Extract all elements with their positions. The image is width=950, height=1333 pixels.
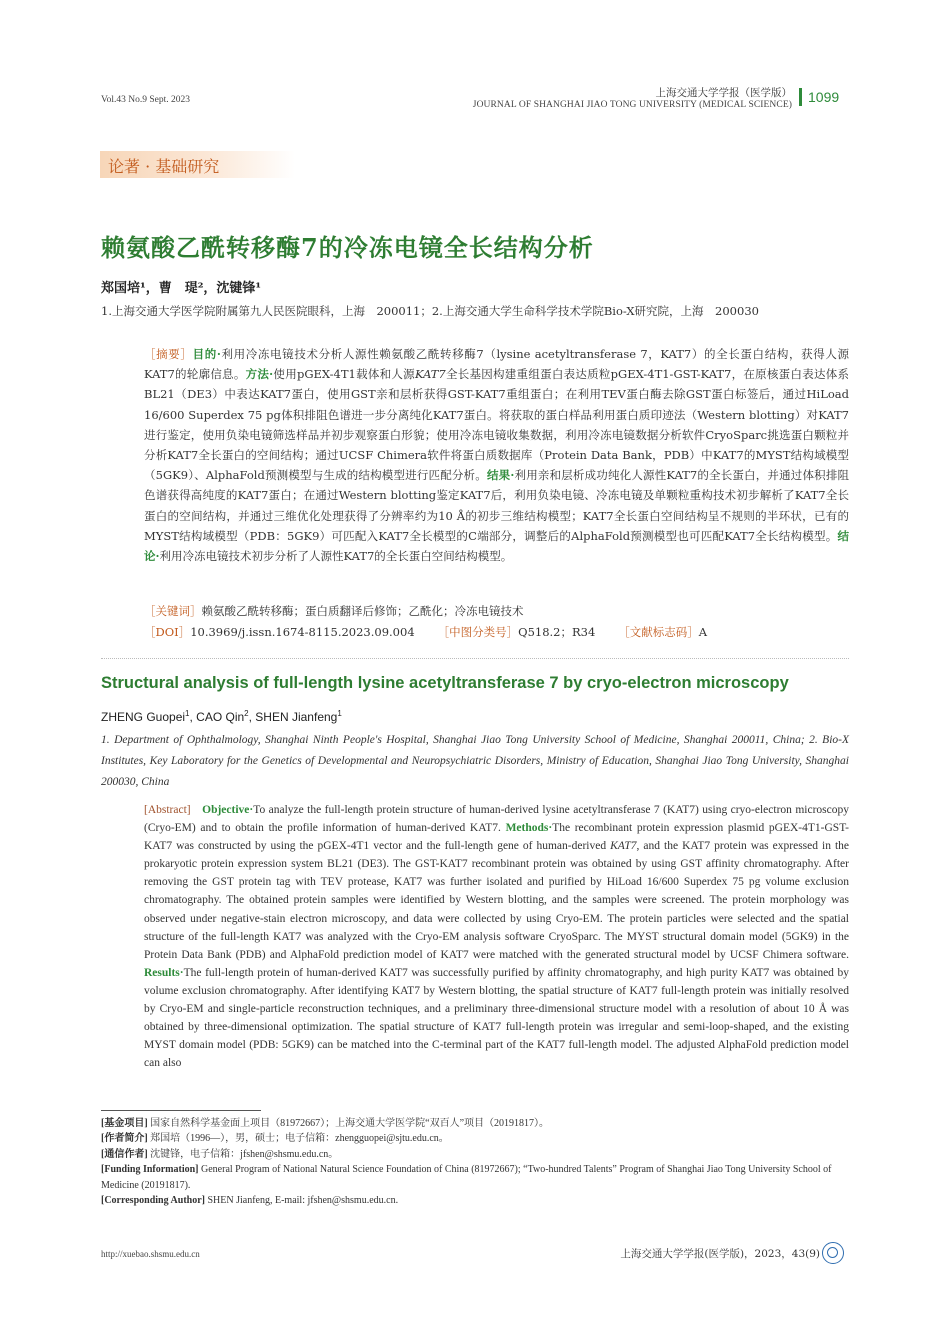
objective-en-text: To analyze the full-length protein structure of human-derived lysine acetyltransferase 7 (KAT7) using cryo-electron microscopy (Cryo-EM) and to obtain the profile information of human-derived KAT7. bbox=[144, 804, 849, 835]
footnote-rule bbox=[101, 1110, 261, 1111]
article-title: 赖氨酸乙酰转移酶7的冷冻电镜全长结构分析 bbox=[101, 233, 594, 262]
abstract-cn: ［摘要］目的·利用冷冻电镜技术分析人源性赖氨酸乙酰转移酶7（lysine acetyltransferase 7，KAT7）的全长蛋白结构，获得人源KAT7的轮廓信息。方法·使用pGEX-4T1载体和人源KAT7全长基因构建重组蛋白表达质粒pGEX-4T1-GST-KAT7，在原核蛋白表达体系BL21（DE3）中表达KAT7蛋白，使用GST亲和层析获得GST-KAT7重组蛋白；在利用TEV蛋白酶去除GST蛋白标签后，通过HiLoad 16/600 Superdex 75 pg体积排阻色谱进一步分离纯化KAT7蛋白。将获取的蛋白样品利用蛋白质印迹法（Western blotting）对KAT7进行鉴定，使用负染电镜筛选样品并初步观察蛋白形貌；使用冷冻电镜收集数据，利用冷冻电镜数据分析软件CryoSparc挑选蛋白颗粒并分析KAT7全长蛋白的空间结构；通过UCSF Chimera软件将蛋白质数据库（Protein Data Bank，PDB）中KAT7的MYST结构域模型（5GK9）、AlphaFold预测模型与生成的结构模型进行匹配分析。结果·利用亲和层析成功纯化人源性KAT7的全长蛋白，并通过体积排阻色谱获得高纯度的KAT7蛋白；在通过Western blotting鉴定KAT7后，利用负染电镜、冷冻电镜及单颗粒重构技术初步解析了KAT7全长蛋白的空间结构，并通过三维优化处理获得了分辨率约为10 Å的初步三维结构模型；KAT7全长蛋白空间结构呈不规则的半环状，已有的MYST结构域模型（PDB：5GK9）可匹配入KAT7全长模型的C端部分，调整后的AlphaFold预测模型也可匹配KAT7全长结构模型。结论·利用冷冻电镜技术初步分析了人源性KAT7的全长蛋白空间结构模型。 bbox=[144, 347, 850, 564]
volume-info: Vol.43 No.9 Sept. 2023 bbox=[101, 95, 191, 105]
doccode-value: A bbox=[698, 625, 708, 639]
conclusion-text: 利用冷冻电镜技术初步分析了人源性KAT7的全长蛋白空间结构模型。 bbox=[159, 549, 513, 564]
affiliations: 1.上海交通大学医学院附属第九人民医院眼科，上海 200011；2.上海交通大学生命科学技术学院Bio-X研究院，上海 200030 bbox=[101, 304, 759, 318]
methods-label: 方法 bbox=[245, 367, 270, 382]
results-en-label: Results bbox=[144, 966, 180, 979]
fund-note-en: [Funding Information] General Program of National Natural Science Foundation of China (81972667); “Two-hundred Talents” Program of Shanghai Jiao Tong University School of Medicine (20191817). bbox=[101, 1164, 832, 1191]
clc-value: Q518.2；R34 bbox=[518, 625, 596, 639]
objective-en-label: Objective bbox=[202, 804, 250, 816]
footnotes bbox=[101, 1116, 849, 1208]
affiliations-en: 1. Department of Ophthalmology, Shanghai Ninth People's Hospital, Shanghai Jiao Tong University School of Medicine, Shanghai 200011, China; 2. Bio-X Institutes, Key Laboratory for the Genetics of Developmental and Neuropsychiatric Disorders, Ministry of Education, Shanghai Jiao Tong University, Shanghai 200030, China bbox=[101, 734, 849, 788]
footer-journal: 上海交通大学学报(医学版)，2023，43(9) bbox=[620, 1248, 820, 1260]
authors-en: ZHENG Guopei$^1$, CAO Qin$^2$, SHEN Jianfeng$^1$ bbox=[101, 709, 342, 724]
page-number: 1099 bbox=[808, 89, 840, 105]
methods-en-text-cont: , and the KAT7 protein was expressed in the prokaryotic protein expression system BL21 (DE3). The GST-KAT7 recombinant protein was obtained by using GST affinity chromatography. After removing the GST protein tag with TEV protease, KAT7 was further isolated and purified by HiLoad 16/600 Superdex 75 pg volume exclusion chromatography. The obtained protein samples were identified by Western blotting, and the samples were screened. The protein morphology was observed under negative-stain electron microscopy, and data were collected by using Cryo-EM. The protein particles were selected and the spatial structure of the full-length KAT7 was analyzed with the Cryo-EM analysis software CryoSparc. The MYST structural domain model (5GK9) in the Protein Data Bank (PDB) and AlphaFold prediction model of KAT7 were matched with the generated structural model by UCSF Chimera software. bbox=[144, 840, 849, 961]
abstract-en: [Abstract] Objective·To analyze the full-length protein structure of human-derived lysine acetyltransferase 7 (KAT7) using cryo-electron microscopy (Cryo-EM) and to obtain the profile information of human-derived KAT7. Methods·The recombinant protein expression plasmid pGEX-4T1-GST-KAT7 was constructed by using the pGEX-4T1 vector and the full-length gene of human-derived KAT7, and the KAT7 protein was expressed in the prokaryotic protein expression system BL21 (DE3). The GST-KAT7 recombinant protein was obtained by using GST affinity chromatography. After removing the GST protein tag with TEV protease, KAT7 was further isolated and purified by HiLoad 16/600 Superdex 75 pg volume exclusion chromatography. The obtained protein samples were identified by Western blotting, and the samples were screened. The protein morphology was observed under negative-stain electron microscopy, and data were collected by using Cryo-EM. The protein particles were selected and the spatial structure of the full-length KAT7 was analyzed with the Cryo-EM analysis software CryoSparc. The MYST structural domain model (5GK9) in the Protein Data Bank (PDB) and AlphaFold prediction model of KAT7 were matched with the generated structural model by UCSF Chimera software. Results·The full-length protein of human-derived KAT7 was successfully purified by affinity chromatography, and high purity KAT7 was obtained by volume exclusion chromatography. After identifying KAT7 by Western blotting, the spatial structure of KAT7 full-length protein was initially resolved by Cryo-EM and single-particle reconstruction techniques, and a preliminary three-dimensional structure model with a resolution of about 10 Å was obtained by three-dimensional optimization. The spatial structure of KAT7 full-length protein was irregular and semi-loop-shaped, and the existing MYST domain model (PDB: 5GK9) can be matched into the C-terminal part of the KAT7 full-length model. The adjusted AlphaFold prediction model can also bbox=[144, 804, 849, 1070]
header-divider bbox=[799, 88, 802, 106]
doi-value[interactable]: 10.3969/j.issn.1674-8115.2023.09.004 bbox=[190, 625, 415, 639]
author-note: [作者简介] 郑国培（1996—），男，硕士；电子信箱：zhengguopei@sjtu.edu.cn。 bbox=[101, 1133, 449, 1145]
abstract-en-label: [Abstract] bbox=[144, 804, 191, 816]
journal-name-cn: 上海交通大学学报（医学版） bbox=[655, 87, 792, 99]
divider bbox=[101, 658, 849, 659]
corresponding-note-en: [Corresponding Author] SHEN Jianfeng, E-mail: jfshen@shsmu.edu.cn. bbox=[101, 1195, 399, 1207]
doi-line bbox=[144, 622, 849, 642]
objective-label: 目的 bbox=[192, 347, 217, 361]
journal-logo-icon bbox=[822, 1242, 844, 1264]
conclusion-label: 结论 bbox=[144, 528, 849, 564]
keywords-text: 赖氨酸乙酰转移酶；蛋白质翻译后修饰；乙酰化；冷冻电镜技术 bbox=[201, 604, 524, 618]
fund-note: [基金项目] 国家自然科学基金面上项目（81972667）；上海交通大学医学院“双百人”项目（20191817）。 bbox=[101, 1118, 550, 1129]
doi-label: ［DOI］ bbox=[144, 625, 191, 639]
gene-name: KAT7 bbox=[414, 367, 446, 382]
article-title-en: Structural analysis of full-length lysine acetyltransferase 7 by cryo-electron microscopy bbox=[101, 674, 789, 692]
keywords-label: ［关键词］ bbox=[144, 604, 202, 618]
objective-text: 利用冷冻电镜技术分析人源性赖氨酸乙酰转移酶7（lysine acetyltransferase 7，KAT7）的全长蛋白结构，获得人源KAT7的轮廓信息。 bbox=[144, 347, 850, 382]
clc-label: ［中图分类号］ bbox=[437, 625, 519, 639]
methods-en-text: The recombinant protein expression plasmid pGEX-4T1-GST-KAT7 was constructed by using the pGEX-4T1 vector and the full-length gene of human-derived bbox=[144, 822, 849, 853]
journal-name-en: JOURNAL OF SHANGHAI JIAO TONG UNIVERSITY (MEDICAL SCIENCE) bbox=[472, 100, 792, 110]
doccode-label: ［文献标志码］ bbox=[618, 625, 699, 639]
results-en-text: The full-length protein of human-derived KAT7 was successfully purified by affinity chromatography, and high purity KAT7 was obtained by volume exclusion chromatography. After identifying KAT7 by Western blotting, the spatial structure of KAT7 full-length protein was initially resolved by Cryo-EM and single-particle reconstruction techniques, and a preliminary three-dimensional structure model with a resolution of about 10 Å was obtained by three-dimensional optimization. The spatial structure of KAT7 full-length protein was irregular and semi-loop-shaped, and the existing MYST domain model (PDB: 5GK9) can be matched into the C-terminal part of the KAT7 full-length model. The adjusted AlphaFold prediction model can also bbox=[144, 966, 849, 1070]
methods-en-label: Methods bbox=[505, 822, 549, 835]
footer-url[interactable]: http://xuebao.shsmu.edu.cn bbox=[101, 1249, 200, 1259]
gene-name-en: KAT7 bbox=[610, 840, 637, 853]
authors: 郑国培¹，曹 瑅²，沈键锋¹ bbox=[101, 281, 262, 296]
keywords-cn bbox=[144, 601, 849, 621]
methods-text: 使用pGEX-4T1载体和人源 bbox=[273, 367, 415, 382]
methods-text-cont: 全长基因构建重组蛋白表达质粒pGEX-4T1-GST-KAT7，在原核蛋白表达体系BL21（DE3）中表达KAT7蛋白，使用GST亲和层析获得GST-KAT7重组蛋白；在利用TEV蛋白酶去除GST蛋白标签后，通过HiLoad 16/600 Superdex 75 pg体积排阻色谱进一步分离纯化KAT7蛋白。将获取的蛋白样品利用蛋白质印迹法（Western blotting）对KAT7进行鉴定，使用负染电镜筛选样品并初步观察蛋白形貌；使用冷冻电镜收集数据，利用冷冻电镜数据分析软件CryoSparc挑选蛋白颗粒并分析KAT7全长蛋白的空间结构；通过UCSF Chimera软件将蛋白质数据库（Protein Data Bank，PDB）中KAT7的MYST结构域模型（5GK9）、AlphaFold预测模型与生成的结构模型进行匹配分析。 bbox=[144, 367, 849, 483]
abstract-label: ［摘要］ bbox=[144, 347, 193, 361]
results-label: 结果 bbox=[486, 468, 511, 483]
section-label: 论著 · 基础研究 bbox=[108, 157, 220, 176]
corresponding-note: [通信作者] 沈键锋，电子信箱：jfshen@shsmu.edu.cn。 bbox=[101, 1148, 339, 1160]
results-text: 利用亲和层析成功纯化人源性KAT7的全长蛋白，并通过体积排阻色谱获得高纯度的KAT7蛋白；在通过Western blotting鉴定KAT7后，利用负染电镜、冷冻电镜及单颗粒重构技术初步解析了KAT7全长蛋白的空间结构，并通过三维优化处理获得了分辨率约为10 Å的初步三维结构模型；KAT7全长蛋白空间结构呈不规则的半环状，已有的MYST结构域模型（PDB：5GK9）可匹配入KAT7全长模型的C端部分，调整后的AlphaFold预测模型也可匹配KAT7全长结构模型。 bbox=[144, 468, 850, 543]
